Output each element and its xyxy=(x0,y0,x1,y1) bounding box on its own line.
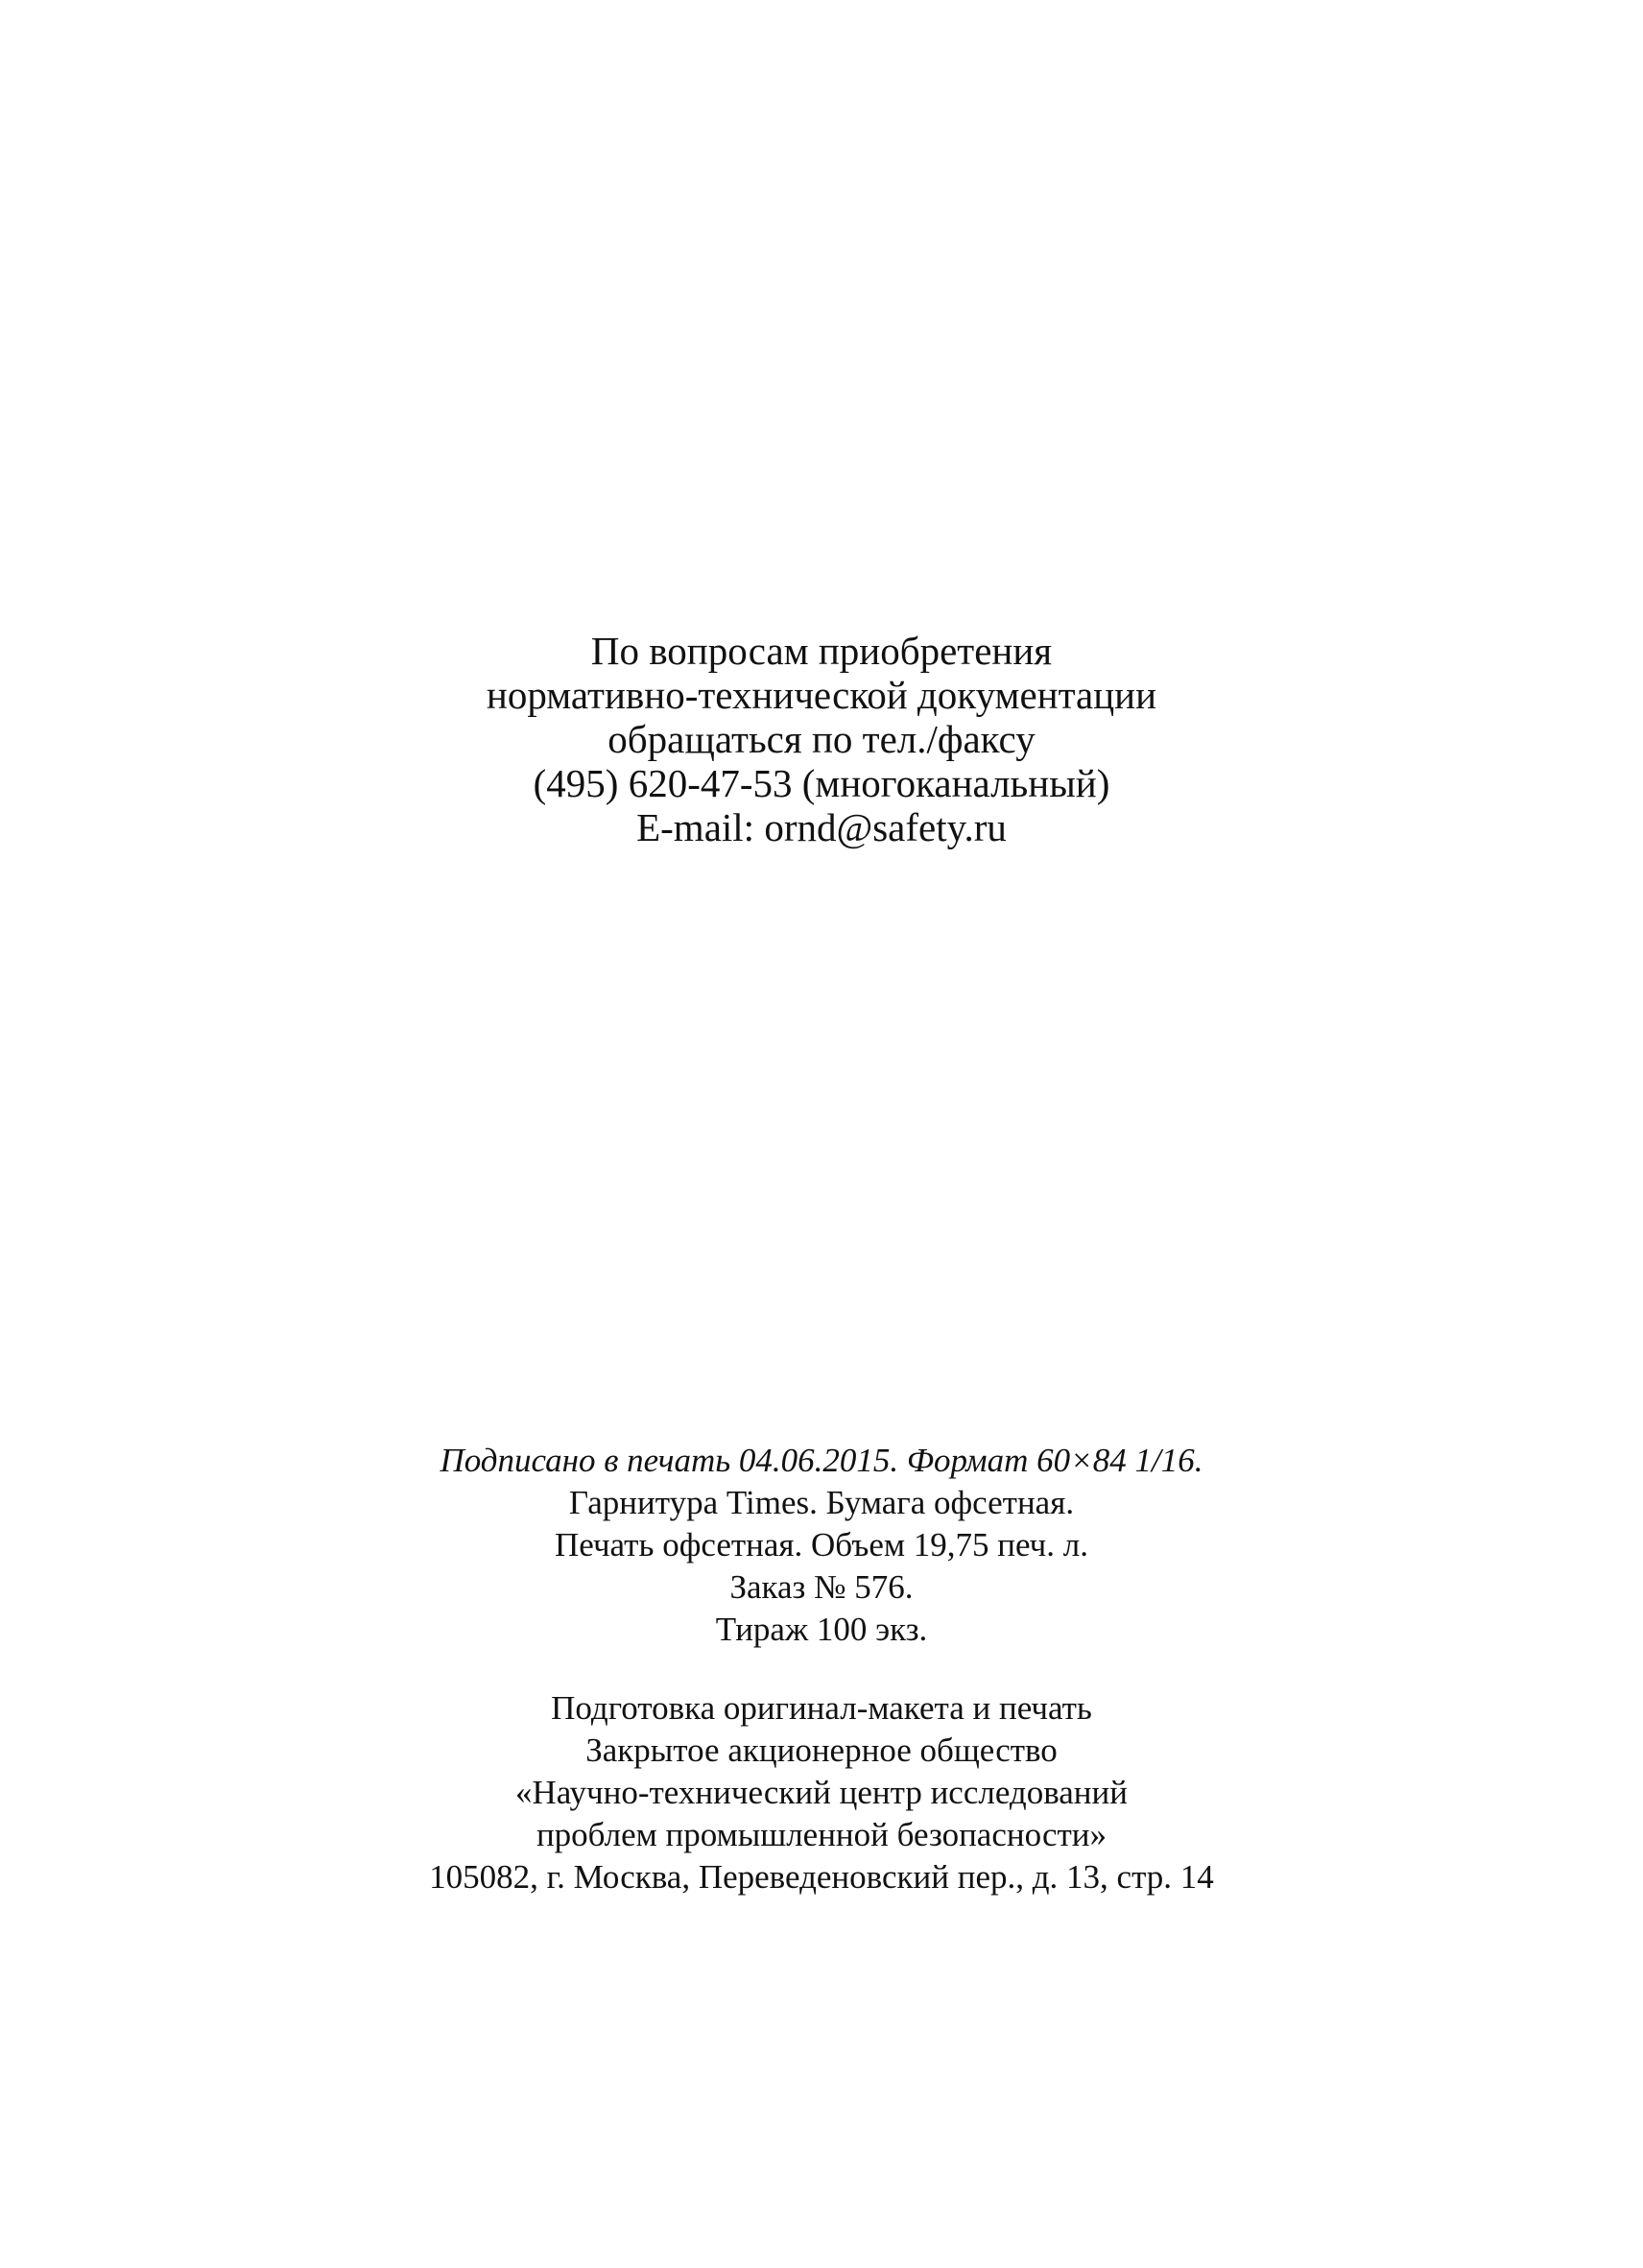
imprint-order-line: Заказ № 576. xyxy=(729,1568,914,1606)
imprint-signed-line: Подписано в печать 04.06.2015. Формат 60×84 1/16. xyxy=(440,1442,1203,1479)
printer-line-4: проблем промышленной безопасности» xyxy=(536,1816,1107,1853)
printer-address: 105082, г. Москва, Переведеновский пер., д. 13, стр. 14 xyxy=(429,1858,1214,1896)
imprint-run-line: Тираж 100 экз. xyxy=(715,1611,928,1648)
imprint-typeface-line: Гарнитура Times. Бумага офсетная. xyxy=(568,1484,1075,1521)
printer-line-1: Подготовка оригинал-макета и печать xyxy=(551,1689,1092,1727)
imprint-block xyxy=(0,1440,1643,1651)
contact-line-1: По вопросам приобретения xyxy=(590,629,1053,673)
contact-line-3: обращаться по тел./факсу xyxy=(607,717,1036,761)
printer-info-block xyxy=(0,1687,1643,1898)
printer-line-3: «Научно-технический центр исследований xyxy=(514,1774,1128,1811)
purchase-contact-block xyxy=(0,629,1643,849)
contact-phone: (495) 620-47-53 (многоканальный) xyxy=(533,761,1110,805)
imprint-printing-line: Печать офсетная. Объем 19,75 печ. л. xyxy=(555,1526,1088,1564)
contact-email: E-mail: ornd@safety.ru xyxy=(636,805,1007,849)
printer-line-2: Закрытое акционерное общество xyxy=(585,1731,1058,1769)
contact-line-2: нормативно-технической документации xyxy=(486,673,1157,717)
